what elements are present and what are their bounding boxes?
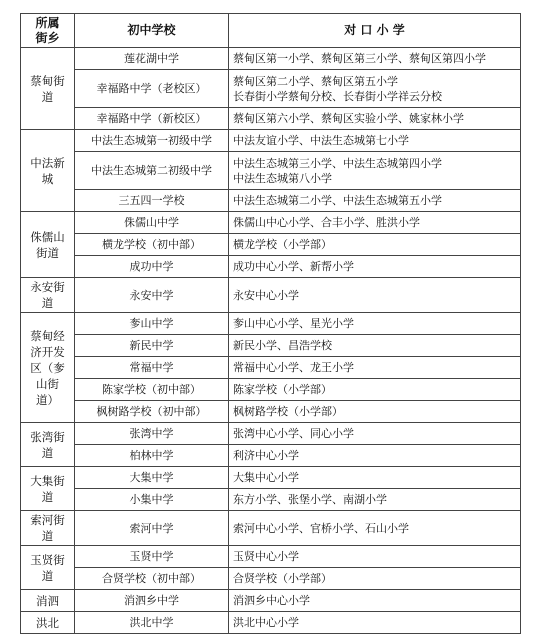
table-row	[21, 278, 521, 313]
primary-schools-line: 奓山中心小学、星光小学	[233, 317, 354, 330]
primary-schools-cell	[229, 278, 521, 313]
middle-school-cell: 成功中学	[75, 256, 229, 278]
table-row	[21, 313, 521, 335]
town-name: 大集街道	[30, 473, 65, 504]
header-town: 所属街乡	[21, 14, 75, 48]
primary-schools-cell	[229, 590, 521, 612]
primary-schools-line: 消泗乡中心小学	[233, 594, 310, 607]
primary-schools-line: 长春街小学蔡甸分校、长春街小学祥云分校	[233, 89, 442, 103]
primary-schools-cell	[229, 489, 521, 511]
middle-school-cell: 三五四一学校	[75, 190, 229, 212]
town-cell	[21, 48, 75, 130]
primary-schools-cell	[229, 401, 521, 423]
primary-schools-cell	[229, 70, 521, 108]
primary-schools-line: 陈家学校（小学部）	[233, 383, 332, 396]
middle-school-cell: 幸福路中学（新校区）	[75, 108, 229, 130]
town-cell	[21, 511, 75, 546]
primary-schools-cell	[229, 335, 521, 357]
middle-school-cell: 小集中学	[75, 489, 229, 511]
primary-schools-line: 蔡甸区第一小学、蔡甸区第三小学、蔡甸区第四小学	[233, 52, 486, 65]
table-row	[21, 489, 521, 511]
primary-schools-cell	[229, 190, 521, 212]
primary-schools-line: 枫树路学校（小学部）	[233, 405, 343, 418]
primary-schools-line: 常福中心小学、龙王小学	[233, 361, 354, 374]
table-row	[21, 357, 521, 379]
table-row	[21, 335, 521, 357]
primary-schools-cell	[229, 423, 521, 445]
primary-schools-cell	[229, 568, 521, 590]
primary-schools-cell	[229, 256, 521, 278]
town-name: 中法新城	[30, 155, 65, 186]
town-cell	[21, 546, 75, 590]
town-name: 永安街道	[30, 280, 65, 310]
primary-schools-line: 利济中心小学	[233, 449, 299, 462]
table-row	[21, 467, 521, 489]
middle-school-cell: 中法生态城第一初级中学	[75, 130, 229, 152]
town-cell	[21, 467, 75, 511]
table-row	[21, 590, 521, 612]
primary-schools-line: 侏儒山中心小学、合丰小学、胜洪小学	[233, 216, 420, 229]
town-cell	[21, 313, 75, 423]
middle-school-cell: 奓山中学	[75, 313, 229, 335]
primary-schools-line: 新民小学、昌浩学校	[233, 339, 332, 352]
primary-schools-line: 蔡甸区第二小学、蔡甸区第五小学	[233, 74, 398, 88]
header-middle-school: 初中学校	[75, 14, 229, 48]
middle-school-cell: 柏林中学	[75, 445, 229, 467]
table-body	[21, 48, 521, 634]
town-cell	[21, 590, 75, 612]
primary-schools-cell	[229, 313, 521, 335]
table-row	[21, 108, 521, 130]
town-name: 索河街道	[30, 513, 65, 543]
middle-school-cell: 新民中学	[75, 335, 229, 357]
primary-schools-line: 中法友谊小学、中法生态城第七小学	[233, 134, 409, 147]
primary-schools-line: 张湾中心小学、同心小学	[233, 427, 354, 440]
primary-schools-cell	[229, 357, 521, 379]
middle-school-cell: 中法生态城第二初级中学	[75, 152, 229, 190]
town-name: 侏儒山街道	[30, 229, 65, 260]
primary-schools-line: 大集中心小学	[233, 471, 299, 484]
table-row	[21, 401, 521, 423]
header-row	[21, 14, 521, 48]
middle-school-cell: 玉贤中学	[75, 546, 229, 568]
primary-schools-line: 洪北中心小学	[233, 616, 299, 629]
header-primary-schools: 对 口 小 学	[229, 14, 521, 48]
town-cell	[21, 212, 75, 278]
primary-schools-cell	[229, 546, 521, 568]
town-cell	[21, 423, 75, 467]
middle-school-cell: 常福中学	[75, 357, 229, 379]
table-row	[21, 48, 521, 70]
primary-schools-line: 成功中心小学、新帮小学	[233, 260, 354, 273]
town-cell	[21, 278, 75, 313]
primary-schools-cell	[229, 212, 521, 234]
town-name: 玉贤街道	[30, 552, 65, 583]
primary-schools-cell	[229, 612, 521, 634]
primary-schools-line: 中法生态城第三小学、中法生态城第四小学	[233, 156, 442, 170]
town-name: 张湾街道	[30, 429, 65, 460]
town-name: 消泗	[36, 593, 59, 608]
primary-schools-line: 永安中心小学	[233, 288, 299, 302]
middle-school-cell: 合贤学校（初中部）	[75, 568, 229, 590]
primary-schools-cell	[229, 511, 521, 546]
table-row	[21, 445, 521, 467]
table-row	[21, 568, 521, 590]
middle-school-cell: 消泗乡中学	[75, 590, 229, 612]
table-row	[21, 152, 521, 190]
school-district-table	[20, 13, 521, 634]
primary-schools-line: 中法生态城第二小学、中法生态城第五小学	[233, 194, 442, 207]
primary-schools-line: 横龙学校（小学部）	[233, 238, 332, 251]
primary-schools-cell	[229, 108, 521, 130]
middle-school-cell: 幸福路中学（老校区）	[75, 70, 229, 108]
table-row	[21, 612, 521, 634]
table-row	[21, 130, 521, 152]
town-name: 蔡甸经济开发区（奓山街道）	[30, 328, 65, 407]
table-row	[21, 234, 521, 256]
town-cell	[21, 130, 75, 212]
primary-schools-line: 中法生态城第八小学	[233, 171, 332, 185]
middle-school-cell: 横龙学校（初中部）	[75, 234, 229, 256]
middle-school-cell: 枫树路学校（初中部）	[75, 401, 229, 423]
table-row	[21, 256, 521, 278]
primary-schools-cell	[229, 445, 521, 467]
middle-school-cell: 陈家学校（初中部）	[75, 379, 229, 401]
primary-schools-line: 东方小学、张堡小学、南湖小学	[233, 493, 387, 506]
table-row	[21, 546, 521, 568]
table-row	[21, 190, 521, 212]
middle-school-cell: 大集中学	[75, 467, 229, 489]
town-cell	[21, 612, 75, 634]
primary-schools-cell	[229, 467, 521, 489]
middle-school-cell: 永安中学	[75, 278, 229, 313]
town-name: 蔡甸街道	[30, 73, 65, 104]
town-name: 洪北	[36, 615, 59, 630]
primary-schools-line: 玉贤中心小学	[233, 550, 299, 563]
table-row	[21, 511, 521, 546]
middle-school-cell: 洪北中学	[75, 612, 229, 634]
primary-schools-cell	[229, 379, 521, 401]
middle-school-cell: 索河中学	[75, 511, 229, 546]
primary-schools-line: 合贤学校（小学部）	[233, 572, 332, 585]
primary-schools-cell	[229, 48, 521, 70]
primary-schools-cell	[229, 130, 521, 152]
primary-schools-line: 索河中心小学、官桥小学、石山小学	[233, 521, 409, 535]
primary-schools-cell	[229, 152, 521, 190]
table-row	[21, 423, 521, 445]
middle-school-cell: 张湾中学	[75, 423, 229, 445]
middle-school-cell: 莲花湖中学	[75, 48, 229, 70]
primary-schools-cell	[229, 234, 521, 256]
table-row	[21, 70, 521, 108]
table-row	[21, 212, 521, 234]
primary-schools-line: 蔡甸区第六小学、蔡甸区实验小学、姚家林小学	[233, 112, 464, 125]
table-row	[21, 379, 521, 401]
middle-school-cell: 侏儒山中学	[75, 212, 229, 234]
